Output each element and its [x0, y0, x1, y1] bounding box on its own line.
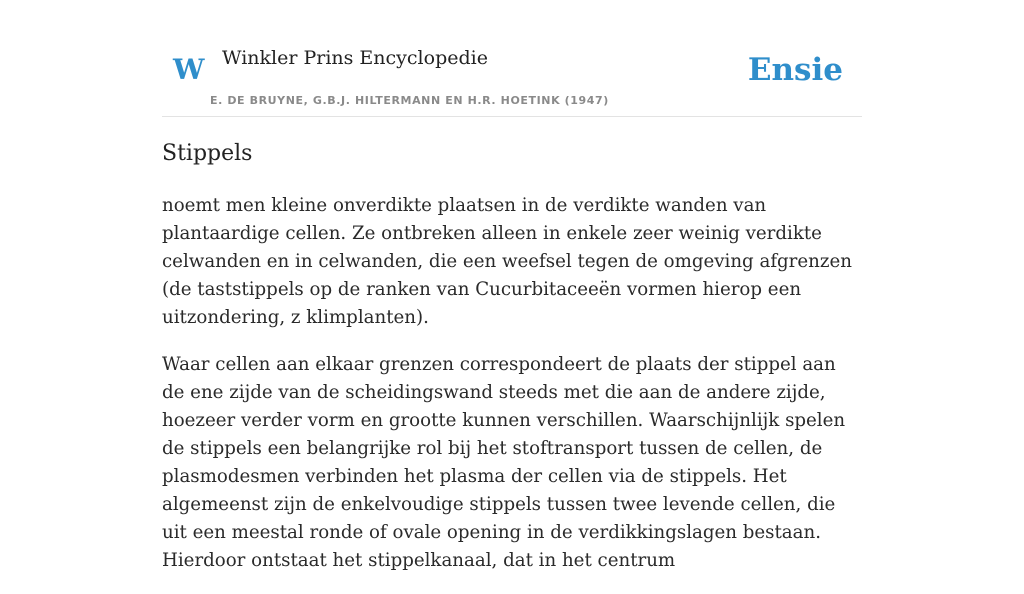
site-header — [162, 0, 862, 117]
article-paragraph: noemt men kleine onverdikte plaatsen in de verdikte wanden van plantaardige cellen. Ze ontbreken alleen in enkele zeer weinig verdikte celwanden en in celwanden, die een weefsel tegen de omgeving afgrenzen (de taststippels op de ranken van Cucurbitaceeën vormen hierop een uitzondering, z klimplanten). — [162, 195, 852, 328]
authors-line: E. DE BRUYNE, G.B.J. HILTERMANN EN H.R. HOETINK (1947) — [210, 94, 609, 107]
wp-logo[interactable]: W — [173, 53, 205, 86]
article-title: Stippels — [162, 141, 253, 166]
page — [162, 0, 862, 571]
article-paragraph: Waar cellen aan elkaar grenzen correspondeert de plaats der stippel aan de ene zijde van de scheidingswand steeds met die aan de andere zijde, hoezeer verder vorm en grootte kunnen verschillen. Waarschijnlijk spelen de stippels een belangrijke rol bij het stoftransport tussen de cellen, de plasmodesmen verbinden het plasma der cellen via de stippels. Het algemeenst zijn de enkelvoudige stippels tussen twee levende cellen, die uit een meestal ronde of ovale opening in de verdikkingslagen bestaan. Hierdoor ontstaat het stippelkanaal, dat in het centrum — [162, 354, 846, 571]
article-body — [162, 192, 862, 594]
site-title[interactable]: Winkler Prins Encyclopedie — [222, 47, 488, 69]
ensie-logo[interactable]: Ensie — [747, 52, 843, 88]
